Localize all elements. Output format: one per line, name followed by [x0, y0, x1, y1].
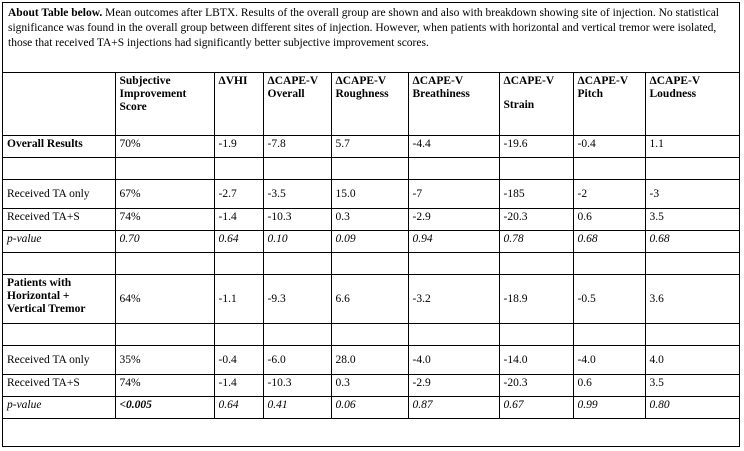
cell: -10.3: [263, 209, 331, 231]
header-roughness: ΔCAPE-V Roughness: [331, 73, 408, 136]
row-label: Received TA+S: [3, 375, 115, 397]
header-overall: ΔCAPE-V Overall: [263, 73, 331, 136]
cell: -1.9: [214, 136, 263, 158]
cell: -3.2: [408, 275, 499, 324]
table-row-ta-s: [3, 375, 740, 397]
cell: -18.9: [499, 275, 573, 324]
cell: 0.3: [331, 209, 408, 231]
row-label: Received TA+S: [3, 209, 115, 231]
cell: 0.67: [499, 397, 573, 419]
cell: -2.7: [214, 180, 263, 209]
table-caption: [3, 3, 739, 73]
header-row: [3, 73, 740, 136]
cell: 1.1: [645, 136, 740, 158]
row-label: p-value: [3, 231, 115, 253]
cell: -2: [573, 180, 645, 209]
caption-lead: About Table below.: [8, 7, 103, 19]
header-vhi: ΔVHI: [214, 73, 263, 136]
cell: -10.3: [263, 375, 331, 397]
cell: 0.94: [408, 231, 499, 253]
cell: 28.0: [331, 346, 408, 375]
cell: 67%: [115, 180, 214, 209]
cell: -4.0: [408, 346, 499, 375]
cell: 5.7: [331, 136, 408, 158]
cell: -1.4: [214, 375, 263, 397]
spacer-row: [3, 324, 740, 346]
cell: 3.5: [645, 209, 740, 231]
table-row-overall: [3, 136, 740, 158]
outcomes-table: [3, 73, 740, 419]
cell: 64%: [115, 275, 214, 324]
table-row-p-value: [3, 397, 740, 419]
cell: 70%: [115, 136, 214, 158]
header-strain-top: ΔCAPE-V: [503, 75, 555, 87]
cell: 0.80: [645, 397, 740, 419]
header-empty: [3, 73, 115, 136]
cell: -2.9: [408, 375, 499, 397]
row-label: p-value: [3, 397, 115, 419]
cell: 0.09: [331, 231, 408, 253]
cell: -4.0: [573, 346, 645, 375]
cell: -1.4: [214, 209, 263, 231]
table-row-ta-only: [3, 180, 740, 209]
cell: -0.4: [214, 346, 263, 375]
cell: 0.68: [573, 231, 645, 253]
cell: -7: [408, 180, 499, 209]
cell: 0.68: [645, 231, 740, 253]
cell: -6.0: [263, 346, 331, 375]
cell: -20.3: [499, 209, 573, 231]
cell: -3: [645, 180, 740, 209]
row-label: Patients with Horizontal + Vertical Tremor: [3, 275, 115, 324]
table-row-horizontal-vertical: [3, 275, 740, 324]
cell: 0.78: [499, 231, 573, 253]
cell: 0.64: [214, 397, 263, 419]
cell: 0.64: [214, 231, 263, 253]
header-pitch: ΔCAPE-V Pitch: [573, 73, 645, 136]
table-row-ta-s: [3, 209, 740, 231]
cell: -2.9: [408, 209, 499, 231]
cell: -185: [499, 180, 573, 209]
cell: 0.6: [573, 209, 645, 231]
header-breathiness: ΔCAPE-V Breathiness: [408, 73, 499, 136]
cell: 0.10: [263, 231, 331, 253]
spacer-row: [3, 158, 740, 180]
cell: 0.3: [331, 375, 408, 397]
cell: 15.0: [331, 180, 408, 209]
cell: -4.4: [408, 136, 499, 158]
cell: -19.6: [499, 136, 573, 158]
caption-text: Mean outcomes after LBTX. Results of the overall group are shown and also with breakdown showing site of injection. No statistical significance was found in the overall group between different sites of injection. However, when patients with horizontal and vertical tremor were isolated, those that received TA+S injections had significantly better subjective improvement scores.: [8, 7, 719, 49]
cell: 74%: [115, 209, 214, 231]
cell: -3.5: [263, 180, 331, 209]
cell: 35%: [115, 346, 214, 375]
cell: 0.41: [263, 397, 331, 419]
row-label: Received TA only: [3, 180, 115, 209]
cell: -9.3: [263, 275, 331, 324]
cell: 4.0: [645, 346, 740, 375]
header-loudness: ΔCAPE-V Loudness: [645, 73, 740, 136]
cell: -7.8: [263, 136, 331, 158]
cell: -1.1: [214, 275, 263, 324]
cell: -0.5: [573, 275, 645, 324]
cell: -14.0: [499, 346, 573, 375]
header-strain-bottom: Strain: [503, 99, 535, 111]
cell: 0.87: [408, 397, 499, 419]
header-subjective: Subjective Improvement Score: [115, 73, 214, 136]
cell: -0.4: [573, 136, 645, 158]
cell: 3.5: [645, 375, 740, 397]
cell: 0.99: [573, 397, 645, 419]
cell: 3.6: [645, 275, 740, 324]
results-table-frame: [2, 2, 740, 447]
cell: 74%: [115, 375, 214, 397]
cell: 6.6: [331, 275, 408, 324]
table-row-p-value: [3, 231, 740, 253]
cell: 0.70: [115, 231, 214, 253]
spacer-row: [3, 253, 740, 275]
header-strain: [499, 73, 573, 136]
cell-significant: <0.005: [115, 397, 214, 419]
table-row-ta-only: [3, 346, 740, 375]
row-label: Overall Results: [3, 136, 115, 158]
cell: 0.06: [331, 397, 408, 419]
row-label: Received TA only: [3, 346, 115, 375]
cell: -20.3: [499, 375, 573, 397]
cell: 0.6: [573, 375, 645, 397]
